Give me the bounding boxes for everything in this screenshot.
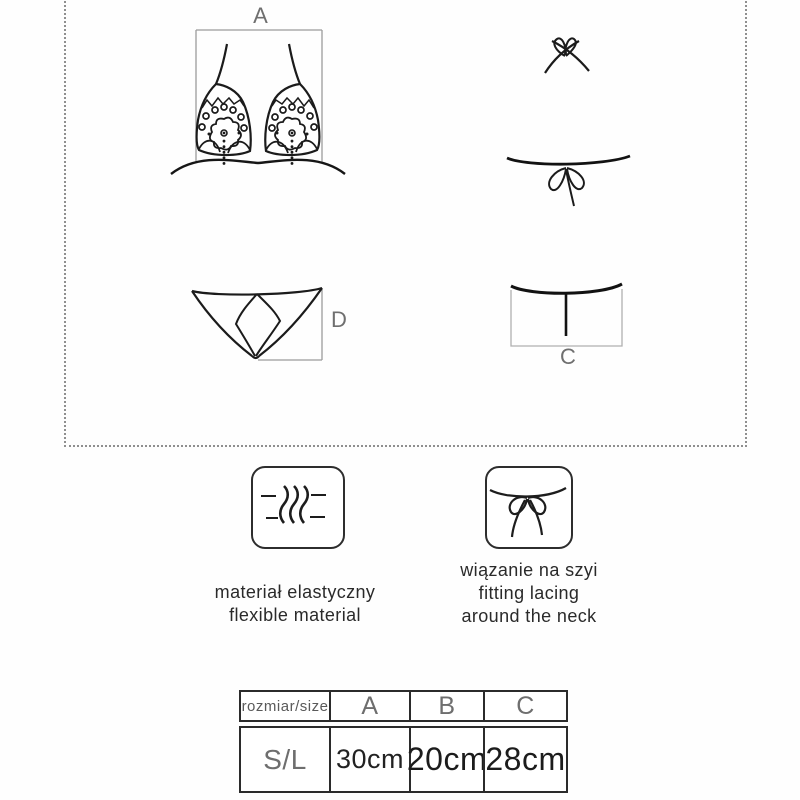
size-table-header-label: rozmiar/size: [241, 698, 329, 715]
neck-knot-drawing: [528, 28, 603, 80]
size-table-row: [239, 726, 568, 793]
size-cell: S/L: [263, 743, 307, 775]
caption-line-en: flexible material: [229, 605, 361, 625]
size-table-column-a: A: [329, 692, 409, 721]
lacing-bow-icon: [487, 468, 570, 546]
caption-line-pl: materiał elastyczny: [214, 582, 376, 602]
value-cell-b: 20cm: [409, 728, 483, 791]
panties-drawing: [180, 280, 330, 365]
value-cell-a: 30cm: [329, 728, 409, 791]
measure-label-d: D: [331, 307, 348, 332]
bra-cup: [197, 84, 251, 168]
size-table-column-b: B: [409, 692, 483, 721]
flexible-material-icon: [251, 466, 345, 549]
back-strap-drawing: [498, 145, 638, 211]
back-band-drawing: [503, 276, 631, 350]
measure-label-a: A: [253, 3, 269, 28]
caption-line-en2: around the neck: [461, 606, 597, 626]
value-cell-c: 28cm: [483, 728, 566, 791]
bikini-top-drawing: [160, 8, 360, 208]
neck-lacing-icon: [485, 466, 573, 549]
caption-line-en1: fitting lacing: [478, 583, 580, 603]
elastic-waves-icon: [253, 468, 342, 546]
neck-lacing-caption: [429, 559, 629, 628]
size-table-header: [239, 690, 568, 722]
caption-line-pl: wiązanie na szyi: [460, 560, 598, 580]
size-table-column-c: C: [483, 692, 566, 721]
measure-label-c: C: [560, 344, 577, 369]
flexible-material-caption: [175, 581, 415, 627]
